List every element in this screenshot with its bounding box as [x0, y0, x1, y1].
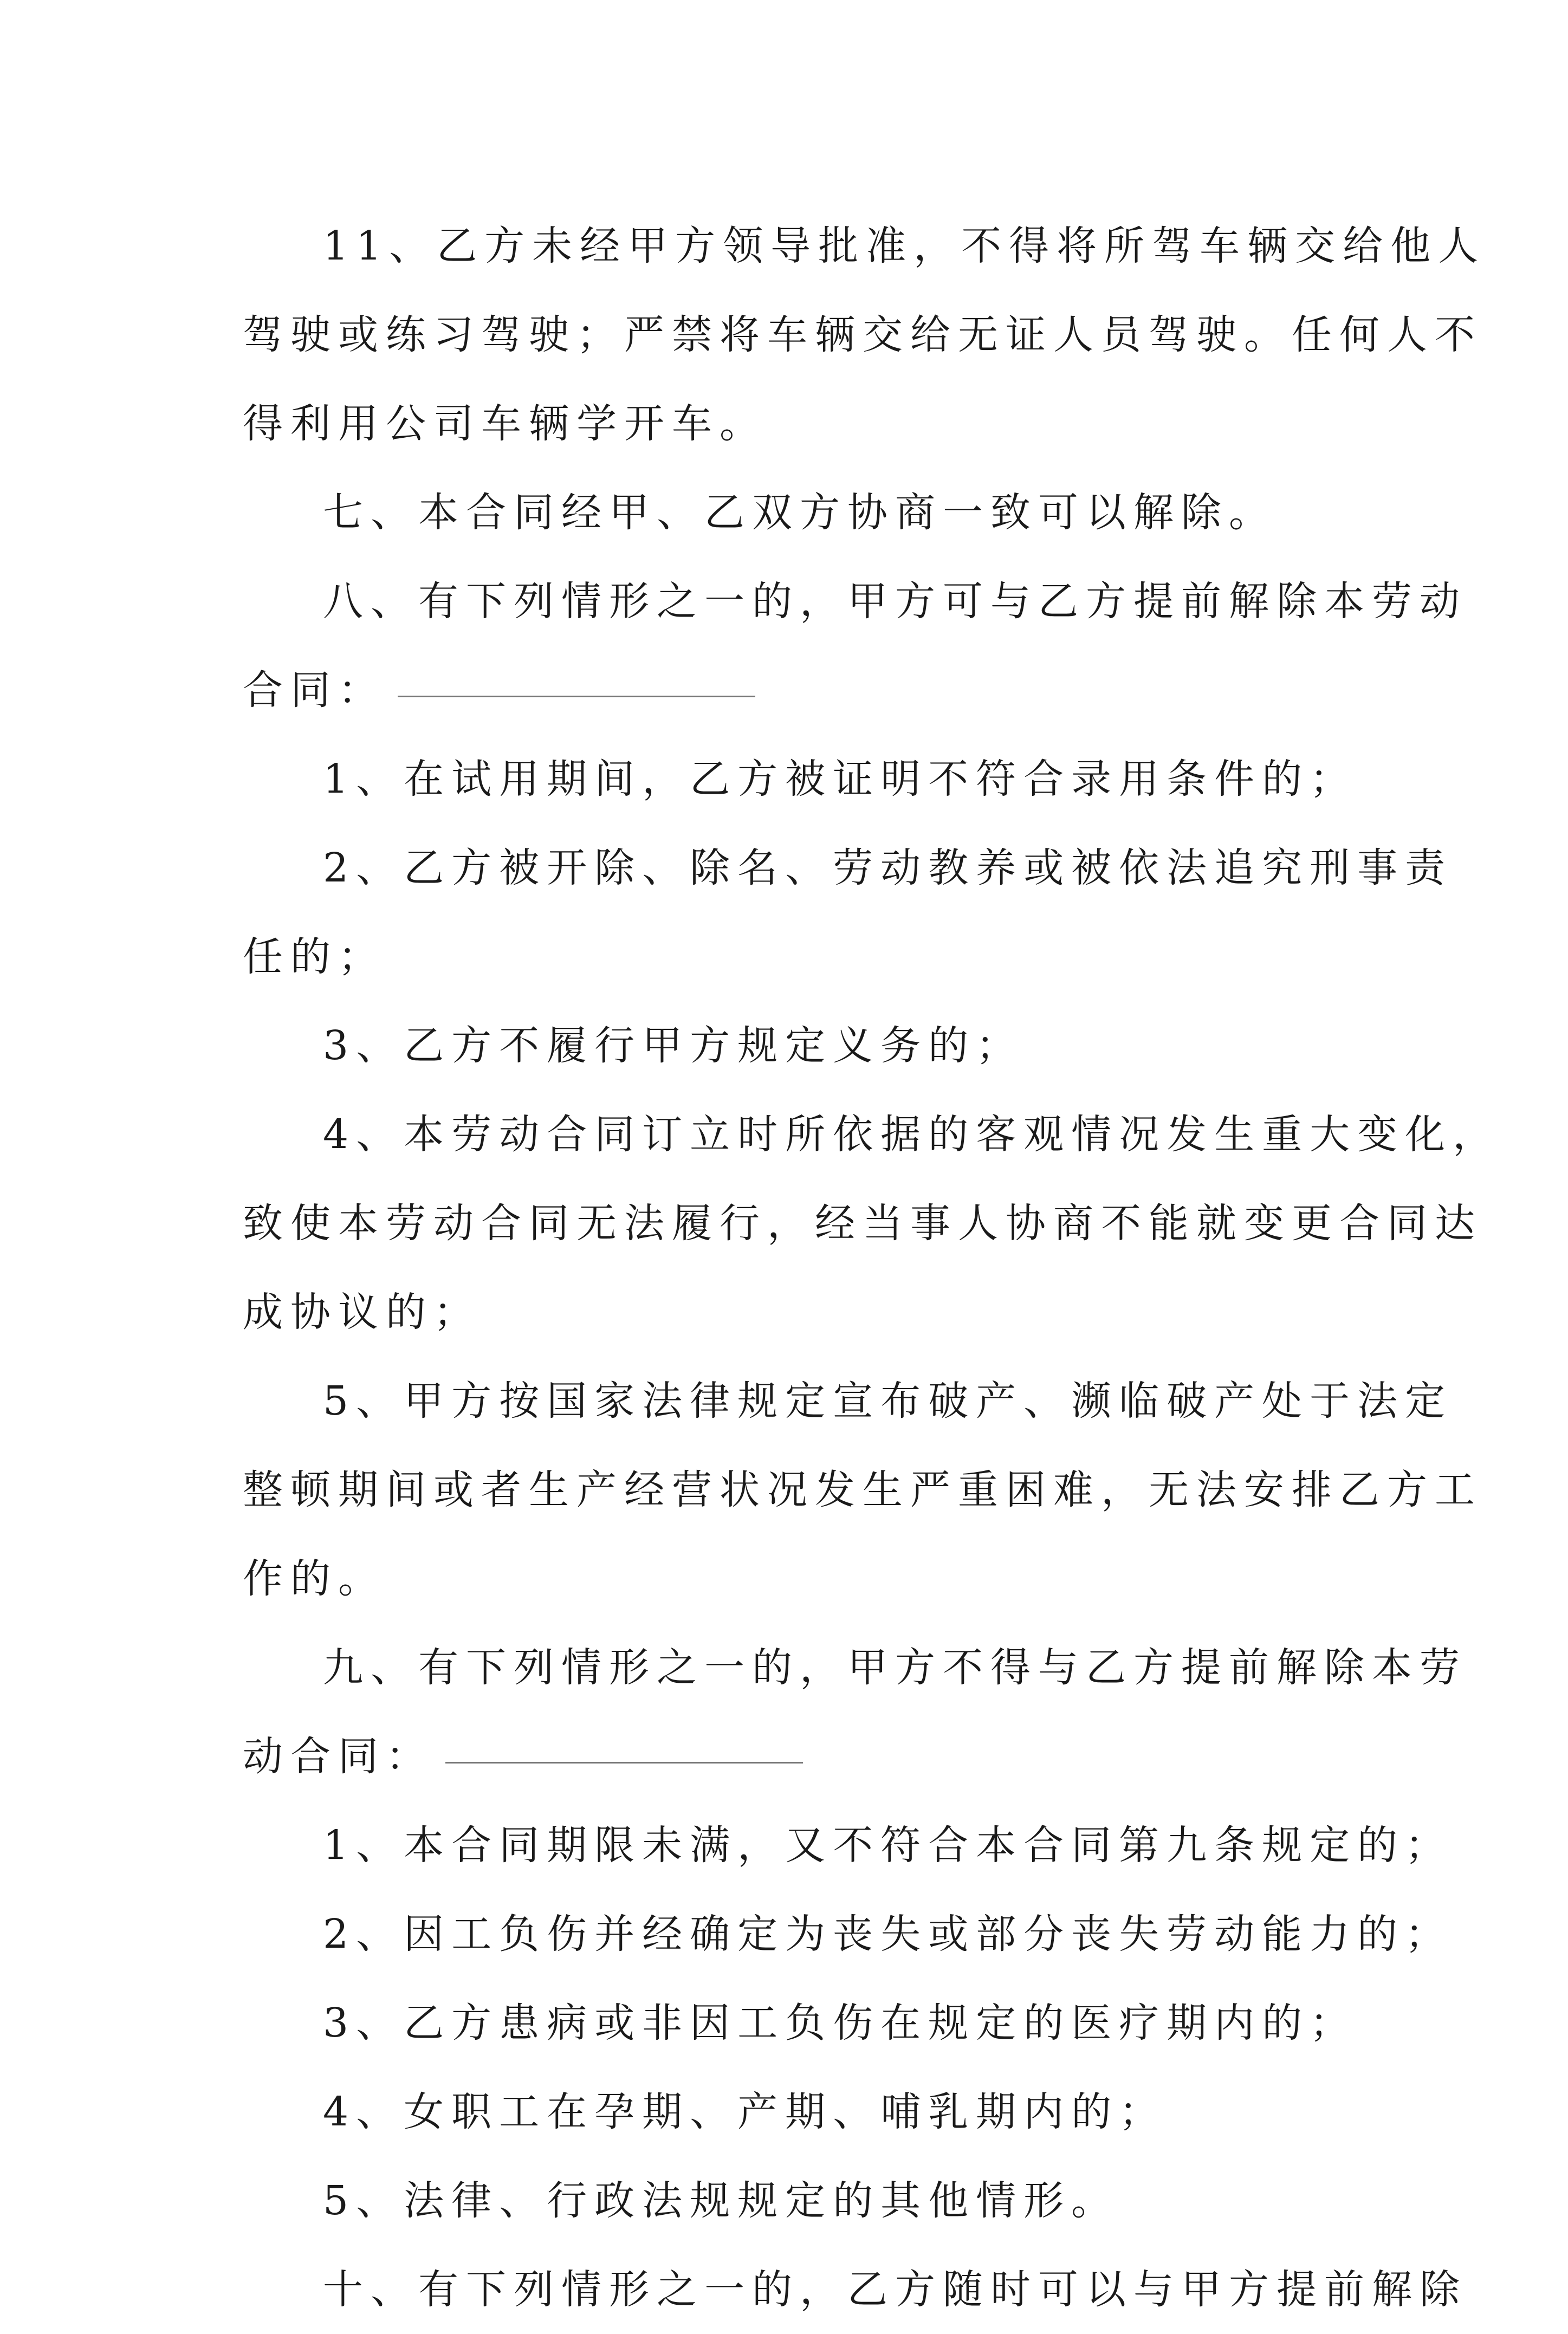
section-10-line-1	[243, 2245, 1467, 2334]
section-8-item-4-line-2	[243, 1179, 1482, 1268]
section-8-item-4-line-3	[243, 1268, 1343, 1357]
section-8-line-1	[243, 557, 1467, 646]
section-8-item-4-line-1	[243, 1090, 1501, 1179]
clause-11-line-3	[243, 379, 1343, 468]
text-line: 七、本合同经甲、乙双方协商一致可以解除。	[323, 489, 1277, 536]
text-line: 2、乙方被开除、除名、劳动教养或被依法追究刑事责	[323, 845, 1453, 891]
text-line: 动合同：	[243, 1733, 433, 1780]
text-line: 3、乙方不履行甲方规定义务的；	[323, 1022, 1024, 1069]
clause-11-line-2	[243, 290, 1482, 379]
section-8-item-3	[243, 1001, 1343, 1090]
text-line: 驾驶或练习驾驶；严禁将车辆交给无证人员驾驶。任何人不	[243, 312, 1482, 358]
section-8-line-2	[243, 646, 1343, 735]
section-8-item-5-line-1	[243, 1357, 1453, 1445]
text-line: 3、乙方患病或非因工负伤在规定的医疗期内的；	[323, 2000, 1358, 2046]
text-line: 十、有下列情形之一的，乙方随时可以与甲方提前解除	[323, 2266, 1467, 2313]
text-line: 致使本劳动合同无法履行，经当事人协商不能就变更合同达	[243, 1200, 1482, 1247]
section-9-item-2	[243, 1890, 1453, 1979]
text-line: 作的。	[243, 1555, 386, 1602]
text-line: 成协议的；	[243, 1289, 481, 1335]
section-9-line-2	[243, 1712, 1343, 1801]
section-9-line-1	[243, 1623, 1467, 1712]
text-line: 任的；	[243, 933, 386, 980]
document-page	[243, 202, 1501, 2334]
fill-in-blank[interactable]	[398, 693, 755, 697]
section-8-item-5-line-3	[243, 1534, 1343, 1623]
text-line: 11、乙方未经甲方领导批准，不得将所驾车辆交给他人	[323, 223, 1486, 269]
section-9-item-1	[243, 1801, 1453, 1890]
section-8-item-2-line-1	[243, 824, 1453, 912]
section-9-item-5	[243, 2156, 1343, 2245]
section-8-item-1	[243, 735, 1358, 824]
section-9-item-4	[243, 2067, 1343, 2156]
text-line: 5、法律、行政法规规定的其他情形。	[323, 2177, 1119, 2224]
clause-11-line-1	[243, 202, 1486, 290]
fill-in-blank[interactable]	[445, 1760, 803, 1764]
section-9-item-3	[243, 1979, 1358, 2067]
section-8-item-5-line-2	[243, 1445, 1482, 1534]
text-line: 5、甲方按国家法律规定宣布破产、濒临破产处于法定	[323, 1378, 1453, 1424]
text-line: 八、有下列情形之一的，甲方可与乙方提前解除本劳动	[323, 578, 1467, 625]
text-line: 整顿期间或者生产经营状况发生严重困难，无法安排乙方工	[243, 1467, 1482, 1513]
text-line: 1、在试用期间，乙方被证明不符合录用条件的；	[323, 756, 1358, 802]
text-line: 合同：	[243, 667, 386, 714]
text-line: 得利用公司车辆学开车。	[243, 400, 767, 447]
text-line: 1、本合同期限未满，又不符合本合同第九条规定的；	[323, 1822, 1453, 1869]
text-line: 4、本劳动合同订立时所依据的客观情况发生重大变化，	[323, 1111, 1501, 1158]
section-7-line	[243, 468, 1343, 557]
text-line: 九、有下列情形之一的，甲方不得与乙方提前解除本劳	[323, 1644, 1467, 1691]
text-line: 4、女职工在孕期、产期、哺乳期内的；	[323, 2089, 1167, 2135]
section-8-item-2-line-2	[243, 912, 1343, 1001]
text-line: 2、因工负伤并经确定为丧失或部分丧失劳动能力的；	[323, 1911, 1453, 1957]
